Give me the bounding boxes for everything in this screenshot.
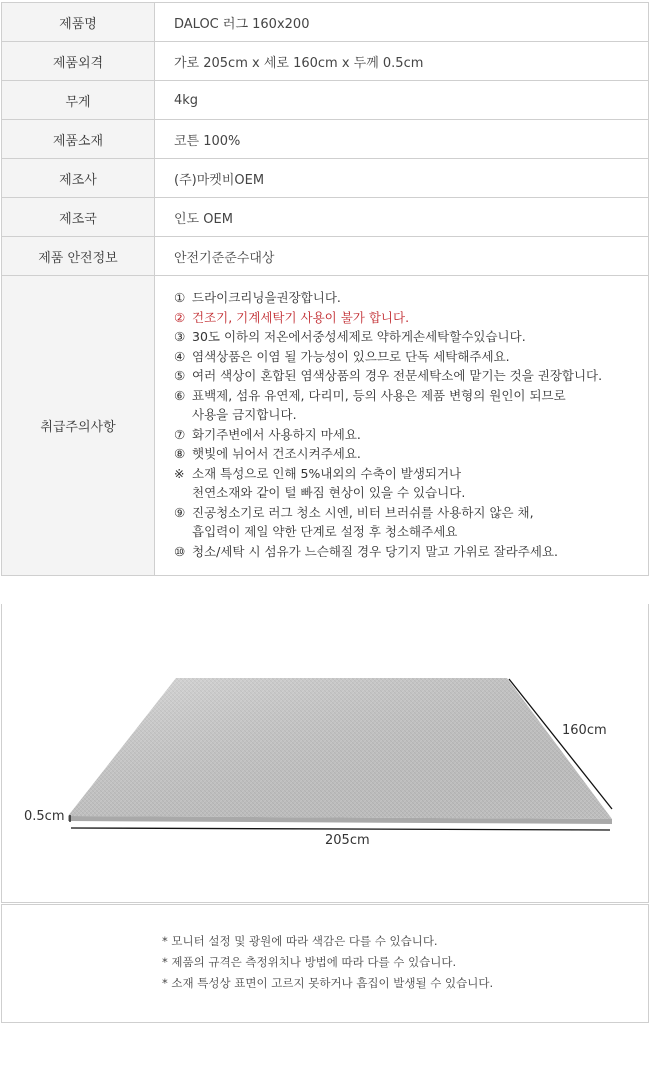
spec-label: 제품소재 (2, 120, 155, 159)
disclaimer-notes (162, 931, 493, 994)
spec-label: 제품명 (2, 3, 155, 42)
rug-dimension-diagram (1, 604, 649, 903)
care-line-10: ⑩ 청소/세탁 시 섬유가 느슨해질 경우 당기지 말고 가위로 잘라주세요. (174, 543, 558, 559)
spec-label: 무게 (2, 81, 155, 120)
care-line-9: ⑨ 진공청소기로 러그 청소 시엔, 비터 브러쉬를 사용하지 않은 채, (174, 504, 534, 520)
spec-row-care (2, 276, 649, 576)
width-dimension-label: 205cm (325, 833, 370, 848)
care-line-7: ⑦ 화기주변에서 사용하지 마세요. (174, 426, 361, 442)
thickness-label: 0.5cm (24, 809, 65, 824)
spec-label: 제조사 (2, 159, 155, 198)
spec-value: (주)마켓비OEM (155, 159, 649, 198)
care-line-2-warning: ② 건조기, 기계세탁기 사용이 불가 합니다. (174, 309, 410, 325)
width-dimension-line (71, 828, 610, 830)
spec-label: 제조국 (2, 198, 155, 237)
care-line-4: ④ 염색상품은 이염 될 가능성이 있으므로 단독 세탁해주세요. (174, 348, 510, 364)
spec-row-origin (2, 198, 649, 237)
care-line-note: ※ 소재 특성으로 인해 5%내외의 수축이 발생되거나 (174, 465, 462, 481)
care-line-8: ⑧ 햇빛에 뉘어서 건조시켜주세요. (174, 446, 361, 461)
spec-row-dimensions (2, 42, 649, 81)
spec-value: 4kg (155, 81, 649, 120)
care-line-6: ⑥ 표백제, 섬유 유연제, 다리미, 등의 사용은 제품 변형의 원인이 되므로 (174, 387, 566, 403)
product-spec-table (1, 2, 649, 576)
spec-row-name (2, 3, 649, 42)
spec-value: 가로 205cm x 세로 160cm x 두께 0.5cm (155, 42, 649, 81)
spec-row-safety (2, 237, 649, 276)
spec-value: 인도 OEM (155, 198, 649, 237)
care-line-6-cont: 사용을 금지합니다. (192, 407, 297, 422)
care-line-1: ① 드라이크리닝을권장합니다. (174, 290, 341, 305)
care-line-note-cont: 천연소재와 같이 털 빠짐 현상이 있을 수 있습니다. (192, 485, 466, 500)
rug-surface-shade (68, 678, 612, 819)
rug-diagram-svg (2, 604, 648, 902)
spec-label: 제품외격 (2, 42, 155, 81)
care-label: 취급주의사항 (2, 276, 155, 576)
note-line: * 모니터 설정 및 광원에 따라 색감은 다를 수 있습니다. (162, 934, 438, 948)
note-line: * 제품의 규격은 측정위치나 방법에 따라 다를 수 있습니다. (162, 955, 457, 969)
care-line-5: ⑤ 여러 색상이 혼합된 염색상품의 경우 전문세탁소에 맡기는 것을 권장합니다. (174, 368, 603, 383)
care-line-9-cont: 흡입력이 제일 약한 단계로 설정 후 청소해주세요 (192, 524, 458, 539)
depth-dimension-label: 160cm (562, 723, 607, 738)
spec-row-material (2, 120, 649, 159)
spec-value: DALOC 러그 160x200 (155, 3, 649, 42)
spec-value: 코튼 100% (155, 120, 649, 159)
spec-label: 제품 안전정보 (2, 237, 155, 276)
spec-row-manufacturer (2, 159, 649, 198)
spec-value: 안전기준준수대상 (155, 237, 649, 276)
spec-row-weight (2, 81, 649, 120)
care-line-3: ③ 30도 이하의 저온에서중성세제로 약하게손세탁할수있습니다. (174, 329, 526, 344)
note-line: * 소재 특성상 표면이 고르지 못하거나 흠집이 발생될 수 있습니다. (162, 976, 494, 990)
care-instructions (155, 276, 649, 576)
